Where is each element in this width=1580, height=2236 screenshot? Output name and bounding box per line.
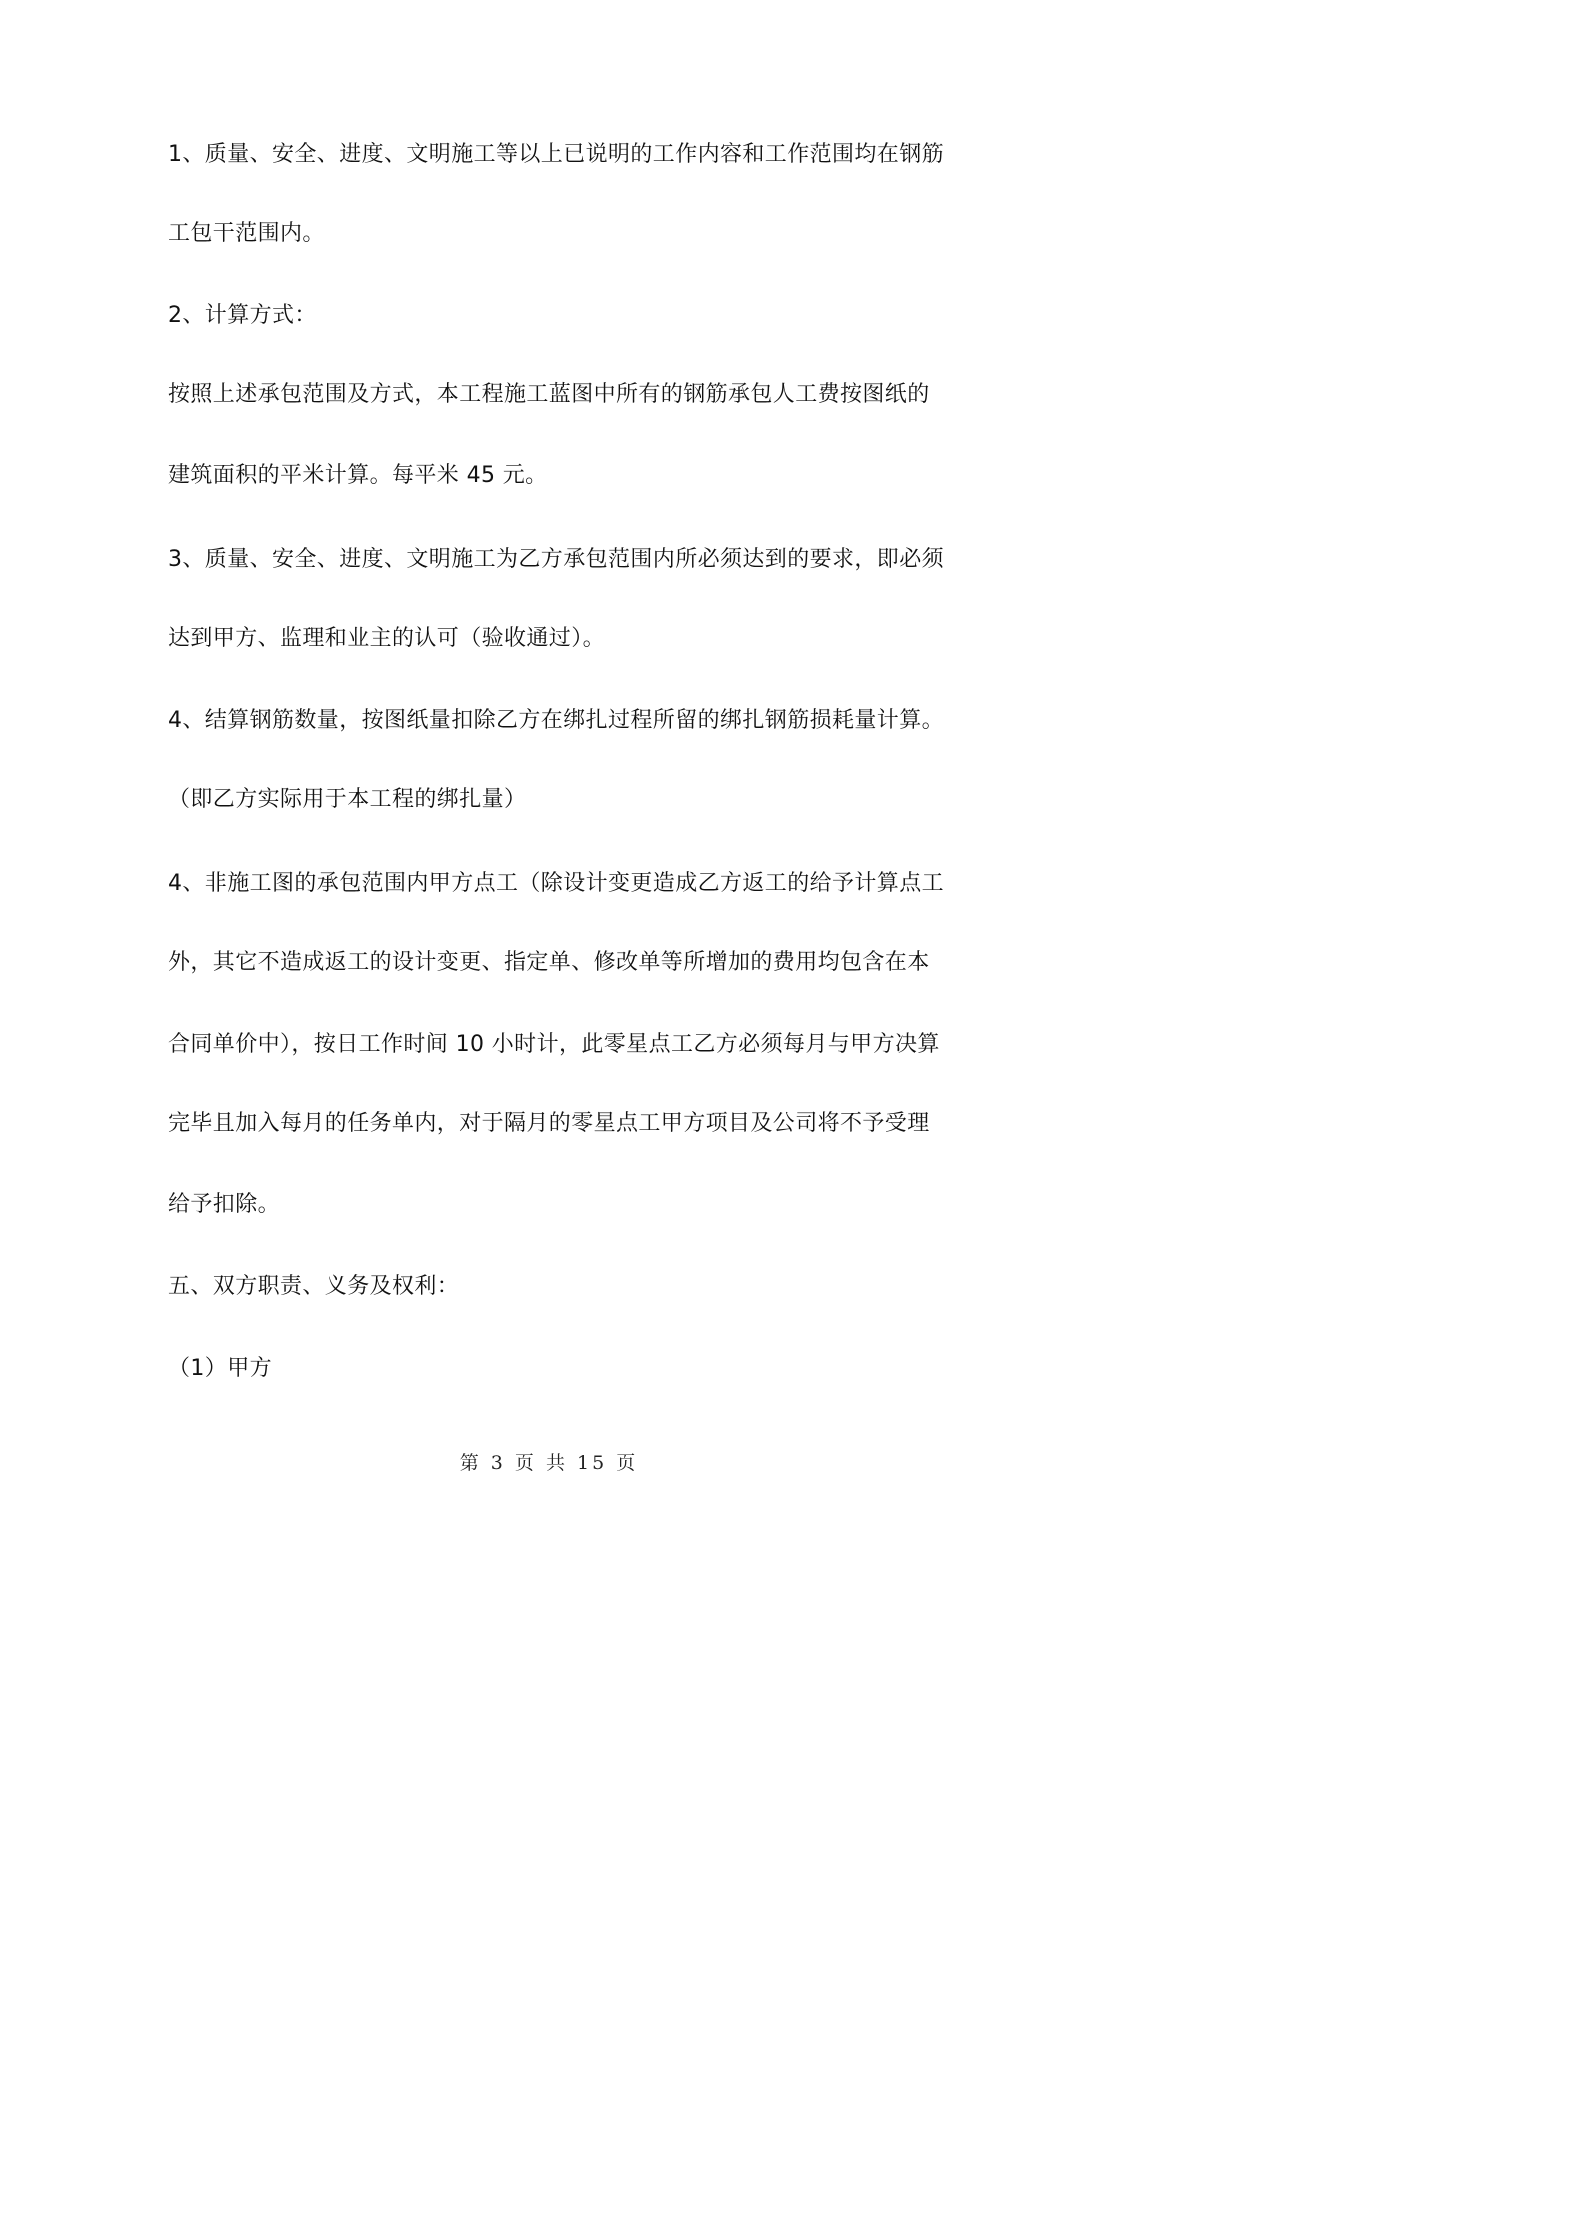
paragraph-line-9: （即乙方实际用于本工程的绑扎量） (168, 787, 527, 812)
page-number-footer: 第 3 页 共 15 页 (459, 1452, 639, 1474)
paragraph-line-13: 完毕且加入每月的任务单内，对于隔月的零星点工甲方项目及公司将不予受理 (168, 1111, 930, 1136)
paragraph-line-10: 4、非施工图的承包范围内甲方点工（除设计变更造成乙方返工的给予计算点工 (168, 871, 944, 896)
paragraph-line-1: 1、质量、安全、进度、文明施工等以上已说明的工作内容和工作范围均在钢筋 (168, 142, 944, 167)
paragraph-line-5: 建筑面积的平米计算。每平米 45 元。 (168, 463, 548, 488)
paragraph-line-12: 合同单价中），按日工作时间 10 小时计，此零星点工乙方必须每月与甲方决算 (168, 1032, 940, 1057)
paragraph-line-7: 达到甲方、监理和业主的认可（验收通过）。 (168, 626, 606, 651)
subsection-heading-party-a: （1）甲方 (168, 1356, 272, 1381)
paragraph-line-8: 4、结算钢筋数量，按图纸量扣除乙方在绑扎过程所留的绑扎钢筋损耗量计算。 (168, 708, 944, 733)
section-heading-calculation: 2、计算方式： (168, 303, 317, 328)
paragraph-line-4: 按照上述承包范围及方式，本工程施工蓝图中所有的钢筋承包人工费按图纸的 (168, 382, 930, 407)
section-heading-responsibilities: 五、双方职责、义务及权利： (168, 1274, 460, 1299)
paragraph-line-6: 3、质量、安全、进度、文明施工为乙方承包范围内所必须达到的要求，即必须 (168, 547, 944, 572)
paragraph-line-2: 工包干范围内。 (168, 221, 325, 246)
paragraph-line-11: 外，其它不造成返工的设计变更、指定单、修改单等所增加的费用均包含在本 (168, 950, 930, 975)
document-page (0, 0, 1098, 1553)
paragraph-line-14: 给予扣除。 (168, 1192, 281, 1217)
